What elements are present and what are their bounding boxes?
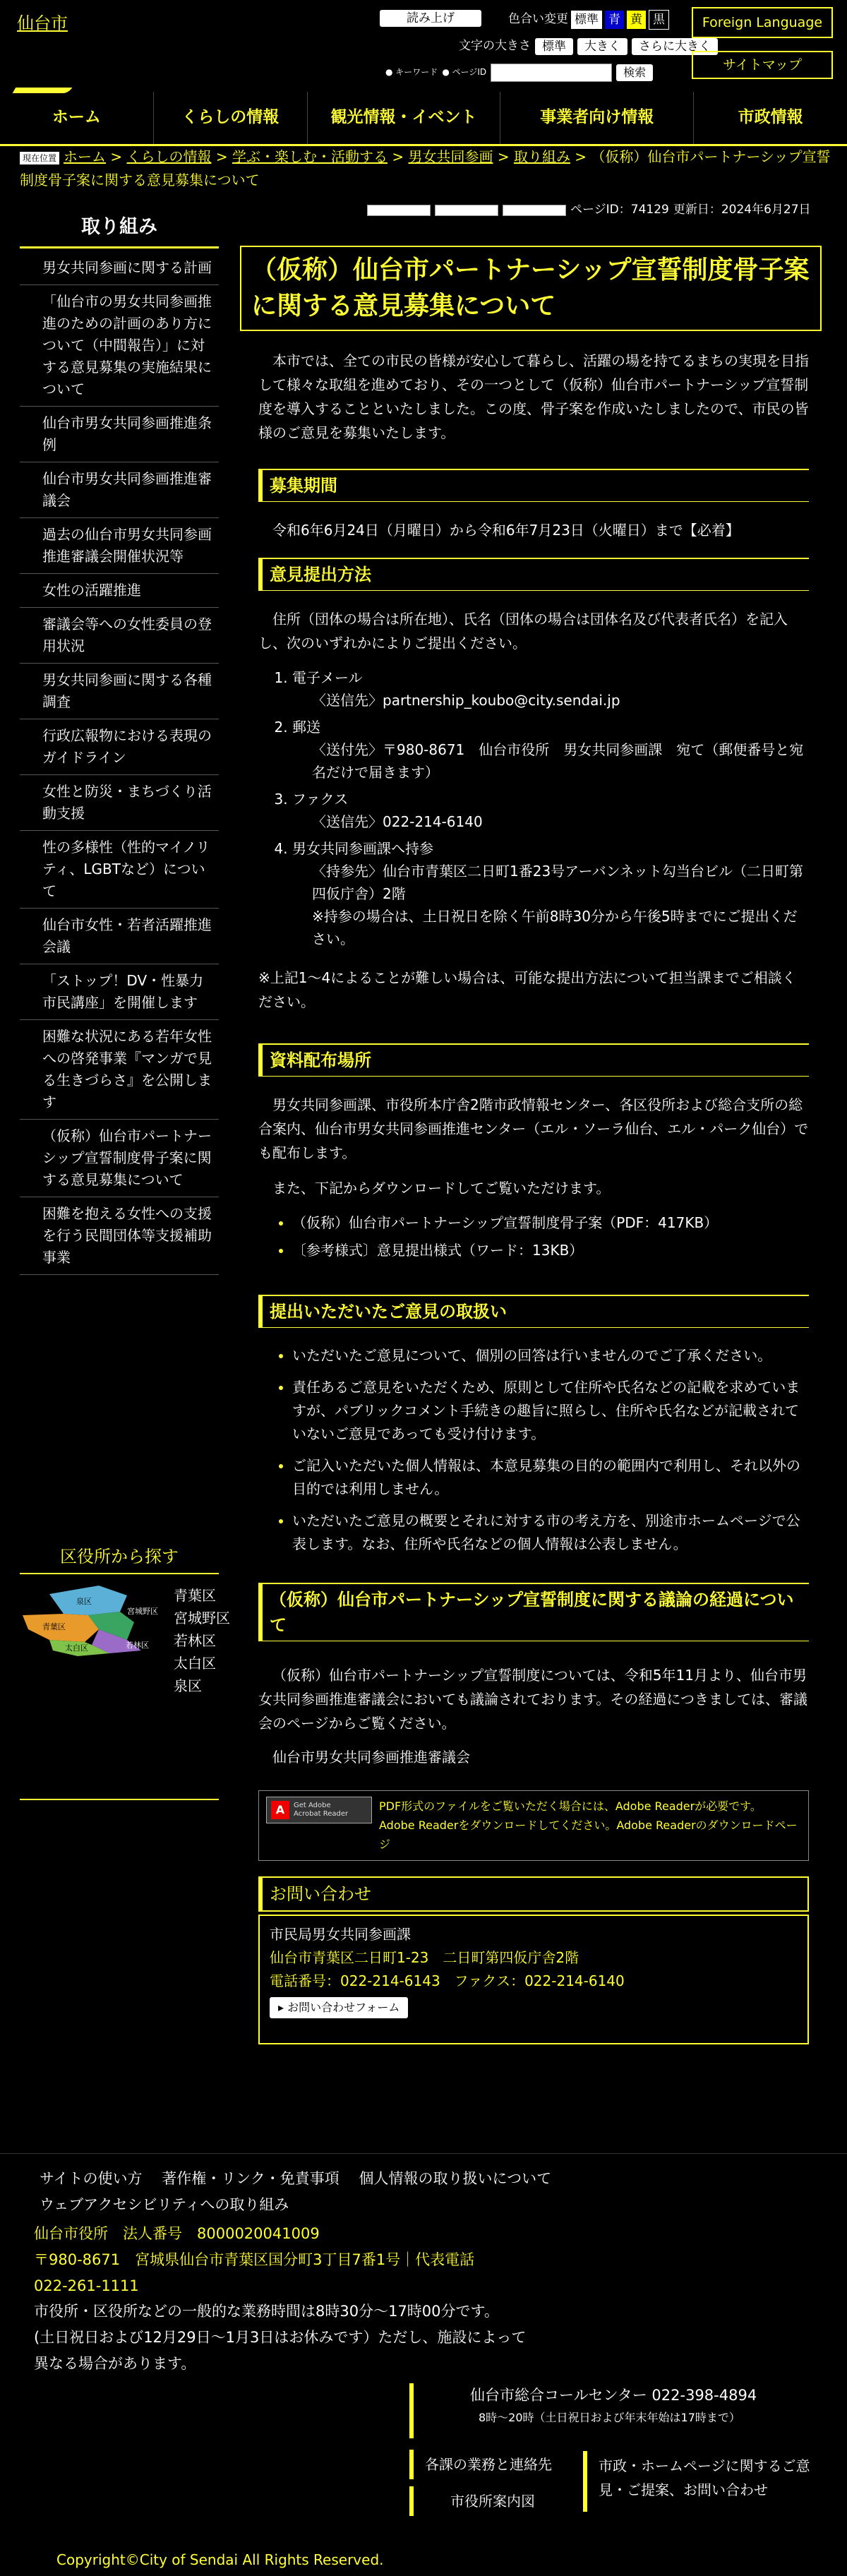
council-block (258, 1663, 809, 1769)
color-yellow-button[interactable]: 黄 (627, 11, 646, 29)
method-bring-address: 〈持参先〉仙台市青葉区二日町1番23号アーバンネット勾当台ビル（二日町第四仮庁舎）2階 (312, 863, 803, 902)
sidebar-item[interactable]: 仙台市男女共同参画推進審議会 (20, 462, 219, 518)
adobe-download-link[interactable]: Adobe Readerをダウンロードしてください。Adobe Readerのダウンロードページ (379, 1819, 798, 1852)
footer-hours-2: (土日祝日および12月29日～1月3日はお休みです）ただし、施設によって異なる場合があります。 (34, 2329, 527, 2372)
global-nav (0, 92, 847, 146)
adobe-notice (258, 1790, 809, 1861)
contact-form-label: お問い合わせフォーム (287, 2001, 400, 2014)
call-center-box (409, 2383, 833, 2438)
method-bring (292, 837, 809, 950)
page-title: （仮称）仙台市パートナーシップ宣誓制度骨子案に関する意見募集について (240, 246, 822, 331)
method-fax (292, 788, 809, 833)
share-tool-2[interactable] (435, 205, 498, 216)
footer-link-usage[interactable]: サイトの使い方 (40, 2170, 143, 2187)
contact-dept: 市民局男女共同参画課 (270, 1926, 411, 1943)
period-block (258, 518, 809, 542)
contact-heading: お問い合わせ (258, 1876, 809, 1912)
sidebar-item[interactable]: 困難を抱える女性への支援を行う民間団体等支援補助事業 (20, 1197, 219, 1275)
copyright: Copyright©City of Sendai All Rights Reserved. (56, 2551, 384, 2568)
distribution-block (258, 1093, 809, 1271)
council-link[interactable]: 仙台市男女共同参画推進審議会 (272, 1749, 470, 1766)
sidebar-item[interactable]: 審議会等への女性委員の登用状況 (20, 608, 219, 664)
sidebar-list (20, 251, 219, 1275)
updated-date: 更新日：2024年6月27日 (673, 203, 811, 217)
adobe-banner-text (294, 1802, 348, 1819)
heading-period: 募集期間 (258, 469, 809, 502)
ward-wakabayashi-link[interactable]: 若林区 (174, 1632, 216, 1649)
breadcrumb-learn[interactable]: 学ぶ・楽しむ・活動する (232, 148, 388, 165)
sidebar-item[interactable]: 性の多様性（性的マイノリティ、LGBTなど）について (20, 831, 219, 909)
breadcrumb-initiatives[interactable]: 取り組み (513, 148, 570, 165)
ward-map-label-taihaku: 太白区 (65, 1643, 88, 1653)
method-email-label: 電子メール (292, 669, 363, 686)
footer-links (40, 2166, 816, 2218)
heading-handling: 提出いただいたご意見の取扱い (258, 1295, 809, 1328)
adobe-banner-line-1: Get Adobe (294, 1802, 331, 1809)
footer-info (34, 2221, 528, 2377)
ward-taihaku-link[interactable]: 太白区 (174, 1655, 216, 1672)
sidebar-item[interactable]: 仙台市男女共同参画推進条例 (20, 407, 219, 462)
ward-divider (20, 1799, 219, 1800)
search-input[interactable] (491, 64, 612, 82)
sidebar-item[interactable]: 「仙台市の男女共同参画推進のための計画のあり方について（中間報告）」に対する意見募集の実施結果について (20, 285, 219, 407)
contact-box (258, 1915, 809, 2044)
method-mail (292, 716, 809, 784)
sidebar-item[interactable]: 「ストップ！DV・性暴力市民講座」を開催します (20, 964, 219, 1020)
search-button[interactable]: 検索 (616, 64, 653, 81)
footer-link-copyright[interactable]: 著作権・リンク・免責事項 (162, 2170, 340, 2187)
heading-council: （仮称）仙台市パートナーシップ宣誓制度に関する議論の経過について (258, 1583, 809, 1641)
breadcrumb-living[interactable]: くらしの情報 (126, 148, 212, 165)
breadcrumb-tag: 現在位置 (20, 152, 59, 164)
sitemap-button[interactable]: サイトマップ (692, 51, 833, 79)
radio-page-id[interactable]: ● ページID (442, 67, 487, 78)
footer-link-accessibility[interactable]: ウェブアクセシビリティへの取り組み (40, 2195, 289, 2213)
page-id: ページID：74129 (570, 203, 669, 217)
radio-keyword-label: キーワード (395, 67, 438, 78)
size-larger-button[interactable]: さらに大きく (632, 38, 718, 55)
color-label: 色合い変更 (508, 12, 568, 27)
adobe-banner-line-2: Acrobat Reader (294, 1810, 349, 1818)
method-fax-label: ファクス (292, 791, 349, 808)
download-text: また、下記からダウンロードしてご覧いただけます。 (272, 1180, 611, 1197)
sidebar-item[interactable]: 過去の仙台市男女共同参画推進審議会開催状況等 (20, 518, 219, 574)
breadcrumb: 現在位置 ホーム > くらしの情報 > 学ぶ・楽しむ・活動する > 男女共同参画 > 取り組み > （仮称）仙台市パートナーシップ宣誓制度骨子案に関する意見募集について (20, 148, 831, 188)
ward-izumi-link[interactable]: 泉区 (174, 1677, 202, 1694)
heading-distribution: 資料配布場所 (258, 1043, 809, 1077)
method-bring-note: ※持参の場合は、土日祝日を除く午前8時30分から午後5時までにご提出ください。 (312, 908, 798, 947)
color-blue-button[interactable]: 青 (605, 11, 624, 29)
color-standard-button[interactable]: 標準 (571, 11, 602, 29)
sidebar-item[interactable]: 行政広報物における表現のガイドライン (20, 719, 219, 775)
footer-link-privacy[interactable]: 個人情報の取り扱いについて (359, 2170, 552, 2187)
size-large-button[interactable]: 大きく (577, 38, 627, 55)
contact-address: 仙台市青葉区二日町1-23 二日町第四仮庁舎2階 (270, 1949, 579, 1966)
sidebar-item[interactable]: 女性と防災・まちづくり活動支援 (20, 775, 219, 831)
footer-divider (0, 2153, 847, 2154)
footer-tel: 022-261-1111 (34, 2277, 139, 2294)
breadcrumb-home[interactable]: ホーム (64, 148, 107, 165)
radio-page-id-label: ページID (452, 67, 487, 78)
handling-block (258, 1344, 809, 1564)
sidebar-item[interactable]: 仙台市女性・若者活躍推進会議 (20, 909, 219, 964)
gnav-business[interactable]: 事業者向け情報 (500, 92, 693, 144)
ward-map-label-wakabayashi: 若林区 (126, 1641, 149, 1650)
footer-business-link[interactable]: 各課の業務と連絡先 (409, 2450, 565, 2479)
search-area (385, 64, 653, 82)
file-pdf-link[interactable]: • （仮称）仙台市パートナーシップ宣誓制度骨子案（PDF：417KB） (292, 1211, 809, 1235)
adobe-text-line1: PDF形式のファイルをご覧いただく場合には、Adobe Readerが必要です。 (379, 1799, 762, 1813)
sidebar-item[interactable]: 困難な状況にある若年女性への啓発事業『マンガで見る生きづらさ』を公開します (20, 1020, 219, 1120)
distribution-text: 男女共同参画課、市役所本庁舎2階市政情報センター、各区役所および総合支所の総合案内、仙台市男女共同参画推進センター（エル・ソーラ仙台、エル・パーク仙台）でも配布します。 (258, 1096, 809, 1161)
gnav-living[interactable]: くらしの情報 (153, 92, 307, 144)
handling-item: • いただいたご意見について、個別の回答は行いませんのでご了承ください。 (292, 1344, 809, 1367)
intro-block (258, 349, 809, 445)
method-note: ※上記1～4によることが難しい場合は、可能な提出方法について担当課までご相談ください。 (258, 969, 796, 1010)
gnav-home[interactable]: ホーム (52, 108, 101, 127)
size-standard-button[interactable]: 標準 (535, 38, 573, 55)
method-mail-label: 郵送 (292, 719, 320, 736)
color-black-button[interactable]: 黒 (649, 10, 669, 30)
ward-search-title: 区役所から探す (20, 1543, 219, 1574)
sidebar-item[interactable]: 女性の活躍推進 (20, 574, 219, 608)
pdf-icon: A (271, 1801, 289, 1819)
heading-method: 意見提出方法 (258, 558, 809, 591)
period-text: 令和6年6月24日（月曜日）から令和6年7月23日（火曜日）まで【必着】 (272, 522, 740, 539)
call-center: 仙台市総合コールセンター 022-398-4894 (470, 2387, 757, 2404)
ward-map-label-izumi: 泉区 (76, 1597, 92, 1606)
breadcrumb-gender-equality[interactable]: 男女共同参画 (408, 148, 493, 165)
gnav-tourism[interactable]: 観光情報・イベント (307, 92, 500, 144)
breadcrumb-current: （仮称）仙台市パートナーシップ宣誓制度骨子案に関する意見募集について (20, 148, 831, 188)
call-center-hours: 8時～20時（土日祝日および年末年始は17時まで） (479, 2410, 740, 2424)
file-list (258, 1211, 809, 1262)
site-logo-link[interactable]: 仙台市 (17, 13, 68, 33)
sidebar-title: 取り組み (20, 212, 219, 248)
color-switcher (508, 10, 669, 30)
method-bring-label: 男女共同参画課へ持参 (292, 840, 433, 857)
footer-hours-1: 市役所・区役所などの一般的な業務時間は8時30分～17時00分です。 (34, 2303, 499, 2320)
foreign-language-button[interactable]: Foreign Language (692, 7, 833, 38)
size-label: 文字の大きさ (459, 39, 531, 53)
contact-phone: 電話番号：022-214-6143 ファクス：022-214-6140 (270, 1972, 625, 1989)
handling-item: • ご記入いただいた個人情報は、本意見募集の目的の範囲内で利用し、それ以外の目的では利用しません。 (292, 1454, 809, 1501)
ward-list (174, 1584, 230, 1697)
method-email-address[interactable]: 〈送信先〉partnership_koubo@city.sendai.jp (312, 692, 620, 709)
read-aloud-button[interactable]: 読み上げ (380, 10, 481, 27)
ward-aoba-link[interactable]: 青葉区 (174, 1587, 216, 1604)
handling-item: • 責任あるご意見をいただくため、原則として住所や氏名などの記載を求めていますが、パブリックコメント手続きの趣旨に照らし、住所や氏名などが記載されていないご意見であっても受け付けます。 (292, 1376, 809, 1446)
footer-inquiry-link[interactable]: 市政・ホームページに関するご意見・ご提案、お問い合わせ (583, 2451, 830, 2512)
handling-item: • いただいたご意見の概要とそれに対する市の考え方を、別途市ホームページで公表します。なお、住所や氏名などの個人情報は公表しません。 (292, 1509, 809, 1556)
page-meta (367, 200, 811, 220)
share-tool-3[interactable] (503, 205, 566, 216)
intro-text: 本市では、全ての市民の皆様が安心して暮らし、活躍の場を持てるまちの実現を目指して様々な取組を進めており、その一つとして（仮称）仙台市パートナーシップ宣誓制度を導入することといたしました。この度、骨子案を作成いたしましたので、市民の皆様のご意見を募集いたします。 (258, 352, 809, 441)
ward-map-label-aoba: 青葉区 (42, 1622, 66, 1631)
footer-org: 仙台市役所 法人番号 8000020041009 (34, 2225, 320, 2242)
ward-map[interactable] (21, 1580, 169, 1658)
ward-map-label-miyagino: 宮城野区 (127, 1607, 158, 1616)
handling-list (258, 1344, 809, 1556)
ward-miyagino-link[interactable]: 宮城野区 (174, 1610, 230, 1627)
adobe-reader-banner[interactable] (266, 1797, 372, 1823)
method-fax-number: 〈送信先〉022-214-6140 (312, 813, 483, 830)
footer-address: 〒980-8671 宮城県仙台市青葉区国分町3丁目7番1号｜代表電話 (34, 2251, 475, 2268)
adobe-text (379, 1797, 803, 1855)
method-text: 住所（団体の場合は所在地）、氏名（団体の場合は団体名及び代表者氏名）を記入し、次のいずれかによりご提出ください。 (258, 611, 788, 652)
footer-city-map-link[interactable]: 市役所案内図 (409, 2486, 565, 2516)
file-word-link[interactable]: • 〔参考様式〕意見提出様式（ワード：13KB） (292, 1239, 809, 1262)
share-tool-1[interactable] (367, 205, 431, 216)
method-block (258, 607, 809, 1014)
sidebar-item[interactable]: 男女共同参画に関する計画 (20, 251, 219, 285)
radio-keyword[interactable]: ● キーワード (385, 67, 438, 78)
sidebar-item-current[interactable]: （仮称）仙台市パートナーシップ宣誓制度骨子案に関する意見募集について (20, 1120, 219, 1197)
contact-form-button[interactable]: ▸ お問い合わせフォーム (270, 1997, 408, 2018)
method-mail-address: 〈送付先〉〒980-8671 仙台市役所 男女共同参画課 宛て（郵便番号と宛名だけで届きます） (312, 741, 804, 781)
method-email (292, 666, 809, 712)
gnav-city-admin[interactable]: 市政情報 (693, 92, 847, 144)
sidebar-item[interactable]: 男女共同参画に関する各種調査 (20, 664, 219, 719)
font-size-switcher (459, 37, 718, 56)
council-text: （仮称）仙台市パートナーシップ宣誓制度については、令和5年11月より、仙台市男女共同参画推進審議会においても議論されております。その経過につきましては、審議会のページからご覧ください。 (258, 1667, 807, 1732)
method-list (258, 666, 809, 950)
